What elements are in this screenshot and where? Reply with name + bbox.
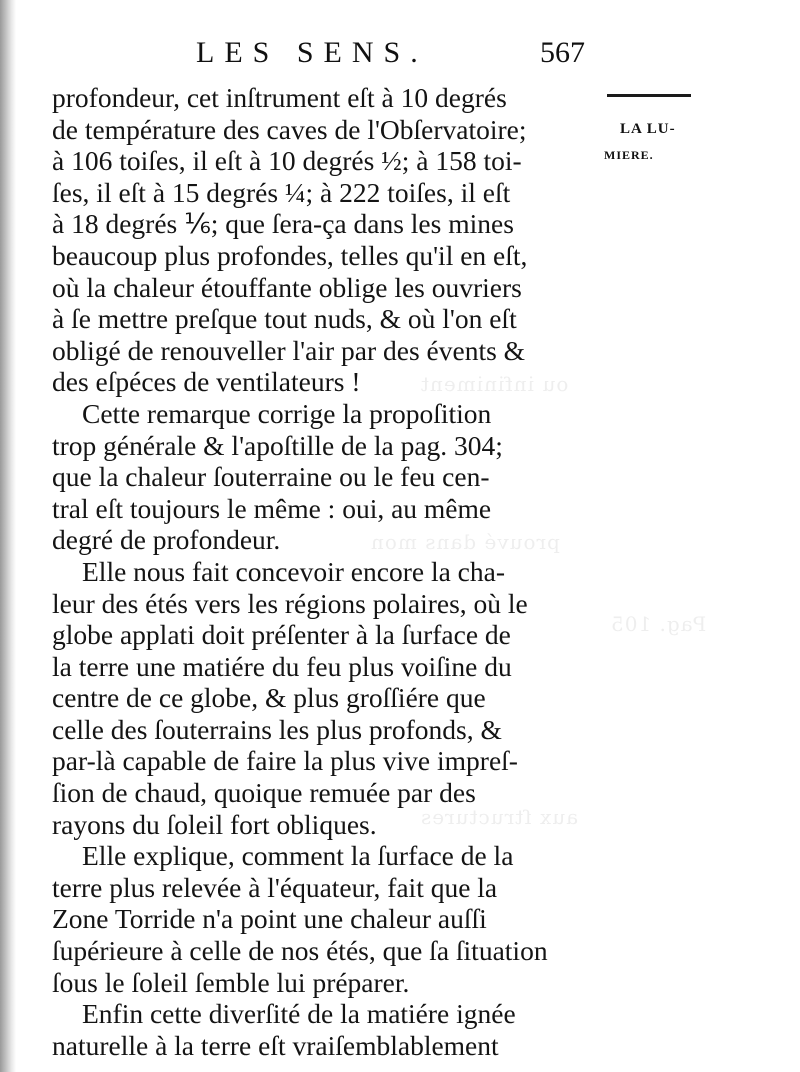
text-line: leur des étés vers les régions polaires, où le [52, 587, 528, 619]
margin-note-line: LA LU- [620, 121, 676, 137]
text-line: profondeur, cet inſtrument eſt à 10 degrés [52, 82, 507, 113]
running-title: LES SENS. [196, 36, 428, 69]
text-line: beaucoup plus profondes, telles qu'il en eſt, [52, 239, 528, 271]
text-line: ſion de chaud, quoique remuée par des [52, 777, 476, 809]
bleed-through-text: aux ſtructures [420, 805, 579, 829]
text-line: rayons du ſoleil fort obliques. [52, 808, 377, 840]
paragraph-start-line: Elle nous fait concevoir encore la cha- [82, 555, 505, 587]
text-line: globe applati doit préſenter à la ſurface de [52, 619, 511, 651]
bleed-through-text: ou infiniment [420, 372, 569, 396]
text-line: tral eſt toujours le même : oui, au même [52, 492, 492, 524]
margin-rule [607, 94, 691, 97]
body-text [52, 82, 588, 1061]
text-line: Zone Torride n'a point une chaleur auſſi [52, 903, 487, 935]
text-line: à ſe mettre preſque tout nuds, & où l'on eſt [52, 303, 517, 335]
text-line: ſupérieure à celle de nos étés, que ſa ſituation [52, 935, 548, 967]
text-line: ſes, il eſt à 15 degrés ¼; à 222 toiſes, il eſt [52, 176, 511, 208]
bleed-through-text: prouvé dans mon [370, 530, 560, 554]
margin-note-line: MIERE. [604, 148, 654, 162]
text-line: des eſpéces de ventilateurs ! [52, 366, 361, 398]
paragraph-start-line: Enfin cette diverſité de la matiére ignée [82, 998, 516, 1030]
text-line: la terre une matiére du feu plus voiſine du [52, 650, 512, 682]
text-line: de température des caves de l'Obſervatoire; [52, 113, 527, 145]
bleed-through-text: Pag. 105 [610, 612, 707, 636]
margin-note [604, 116, 704, 168]
text-line: terre plus relevée à l'équateur, fait que la [52, 871, 498, 903]
page-number: 567 [540, 36, 585, 69]
paragraph-start-line: Cette remarque corrige la propoſition [82, 397, 492, 429]
text-line: celle des ſouterrains les plus profonds, & [52, 713, 502, 745]
text-line: que la chaleur ſouterraine ou le feu cen- [52, 461, 490, 493]
text-line: trop générale & l'apoſtille de la pag. 304; [52, 429, 503, 461]
paragraph-start-line: Elle explique, comment la ſurface de la [82, 840, 514, 872]
text-line: à 18 degrés ⅙; que ſera-ça dans les mines [52, 208, 514, 240]
text-line: à 106 toiſes, il eſt à 10 degrés ½; à 158 toi- [52, 145, 522, 177]
text-line: par-là capable de faire la plus vive impreſ- [52, 745, 518, 777]
page-gutter-shadow [0, 0, 16, 1072]
text-line: obligé de renouveller l'air par des évents & [52, 334, 526, 366]
text-line: où la chaleur étouffante oblige les ouvriers [52, 271, 522, 303]
text-line: degré de profondeur. [52, 524, 281, 556]
text-line: ſous le ſoleil ſemble lui préparer. [52, 966, 410, 998]
text-line: centre de ce globe, & plus groſſiére que [52, 682, 486, 714]
text-line: naturelle à la terre eſt vraiſemblablement [52, 1029, 499, 1061]
